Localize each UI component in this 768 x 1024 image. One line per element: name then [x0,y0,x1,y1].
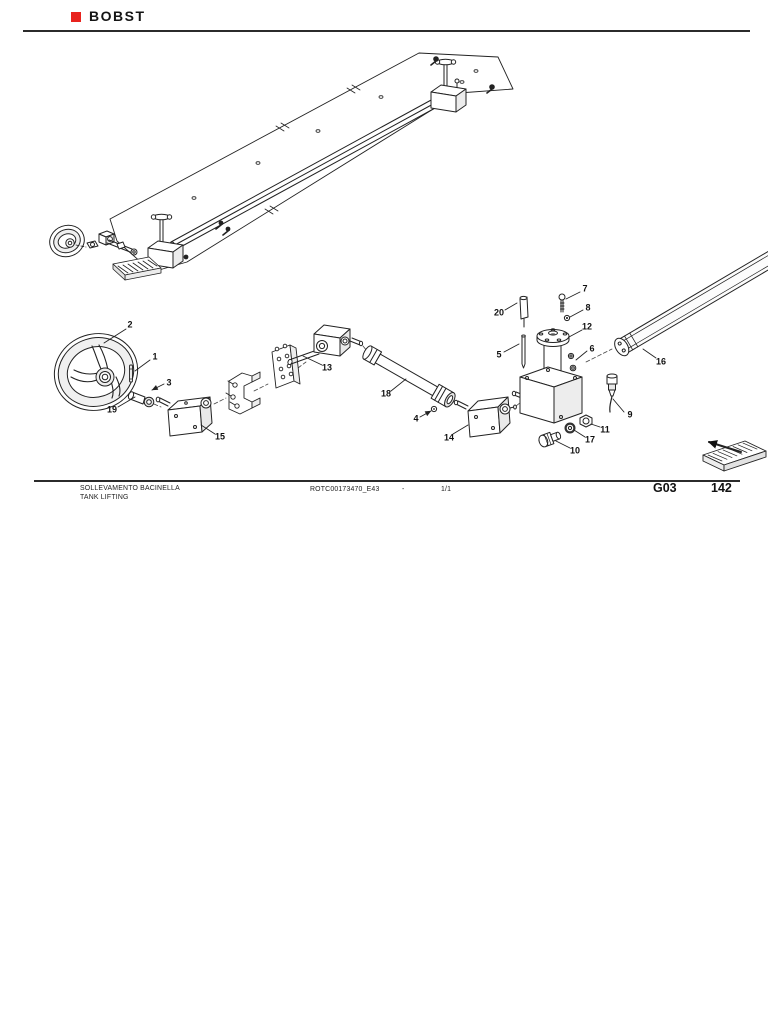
page-number: 142 [711,481,732,495]
part-callout-3: 3 [166,377,172,388]
drawing-title [80,484,180,503]
sheet-count: 1/1 [441,486,452,493]
screw-part-7 [559,294,565,312]
drawing-title-en: TANK LIFTING [80,494,129,502]
mounting-plate [110,53,513,272]
drilled-plate [272,344,300,388]
clamp-bracket [226,372,260,414]
washer-part-6 [568,353,575,370]
part-callout-2: 2 [127,319,133,330]
orientation-indicator [703,441,766,471]
drawing-title-it: SOLLEVAMENTO BACINELLA [80,485,180,492]
top-assembly-drawing [45,53,513,280]
revision-field: - [402,486,405,493]
part-callout-14: 14 [443,432,455,443]
part-callout-20: 20 [493,307,505,318]
part-callout-4: 4 [413,413,419,424]
gearbox-part-13 [287,325,362,365]
part-callout-8: 8 [585,302,591,313]
handwheel-small [45,220,88,261]
pin-part-20 [520,296,528,327]
pin-part-1 [130,365,133,382]
washer-part-8 [564,315,569,320]
part-callout-10: 10 [569,445,581,456]
part-callout-12: 12 [581,321,593,332]
coupling-shaft-part-18 [361,344,457,409]
footer-rule [34,480,740,482]
section-code: G03 [653,481,677,495]
part-callout-6: 6 [589,343,595,354]
drawing-number: ROTC00173470_E43 [310,486,380,493]
washer-part-17 [566,424,575,433]
pin-part-5 [522,335,526,368]
gearbox-part-14 [454,397,516,437]
sensor-part-9 [607,374,617,412]
washer-part-4 [431,406,436,411]
nut-part-11 [580,415,592,427]
tube-part-16 [612,250,768,358]
part-callout-7: 7 [582,283,588,294]
part-callout-16: 16 [655,356,667,367]
part-callout-1: 1 [152,351,158,362]
plug-part-10 [537,429,562,448]
flange-part-12 [537,329,569,347]
part-callout-5: 5 [496,349,502,360]
part-callout-9: 9 [627,409,633,420]
bobst-logo-text: BOBST [89,8,146,24]
part-callout-17: 17 [584,434,596,445]
part-callout-15: 15 [214,431,226,442]
part-callout-19: 19 [106,404,118,415]
part-callout-13: 13 [321,362,333,373]
part-callout-18: 18 [380,388,392,399]
gearbox-part-15 [156,397,212,436]
part-callout-11: 11 [600,424,610,435]
